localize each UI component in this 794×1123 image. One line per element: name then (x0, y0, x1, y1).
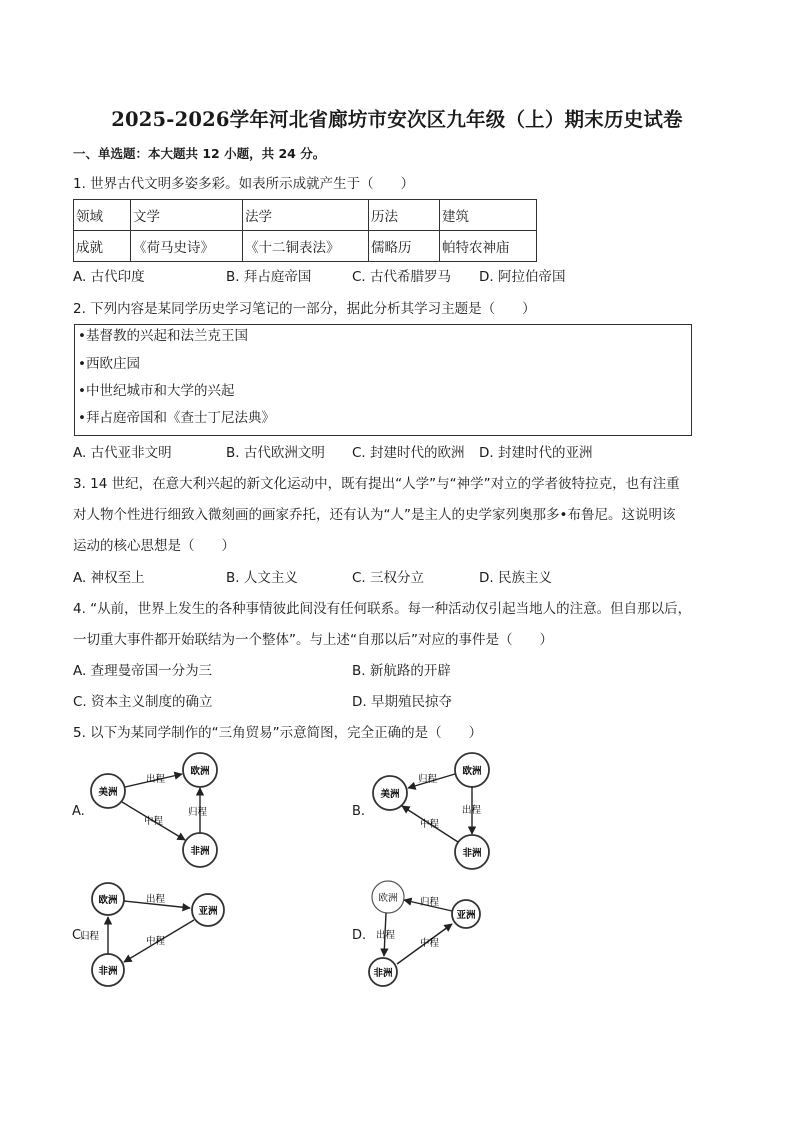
question-4-line: 4. “从前，世界上发生的各种事情彼此间没有任何联系。每一种活动仅引起当地人的注意。但自那以后， (73, 601, 692, 617)
note-item: •中世纪城市和大学的兴起 (78, 383, 235, 399)
table-cell: 帕特农神庙 (440, 231, 537, 262)
note-item: •西欧庄园 (78, 356, 140, 372)
table-cell: 历法 (369, 200, 440, 231)
node-label: 美洲 (98, 787, 118, 798)
section-heading: 一、单选题：本大题共 12 小题，共 24 分。 (73, 146, 326, 161)
option-a[interactable]: A. 查理曼帝国一分为三 (73, 663, 213, 679)
option-c[interactable]: C. 封建时代的欧洲 (352, 445, 465, 461)
option-b[interactable]: B. (352, 804, 366, 819)
node-label: 非洲 (190, 846, 210, 857)
node-label: 非洲 (373, 968, 393, 979)
node-label: 非洲 (462, 848, 482, 859)
option-d[interactable]: D. 封建时代的亚洲 (479, 445, 593, 461)
edge-label: 出程 (462, 805, 482, 816)
option-d[interactable]: D. 民族主义 (479, 570, 552, 586)
table-cell: 法学 (243, 200, 369, 231)
edge-label: 中程 (144, 816, 164, 827)
page-title: 2025-2026学年河北省廊坊市安次区九年级（上）期末历史试卷 (111, 108, 683, 131)
option-c[interactable]: C. 古代希腊罗马 (352, 269, 452, 285)
option-d[interactable]: D. 阿拉伯帝国 (479, 269, 566, 285)
option-b[interactable]: B. 新航路的开辟 (352, 663, 451, 679)
edge-label: 归程 (79, 931, 99, 942)
edge-label: 中程 (420, 938, 440, 949)
question-3-line: 3. 14 世纪，在意大利兴起的新文化运动中，既有提出“人学”与“神学”对立的学者彼特拉克，也有注重 (73, 476, 680, 492)
node-label: 非洲 (98, 966, 118, 977)
option-b[interactable]: B. 拜占庭帝国 (226, 269, 312, 285)
table-cell: 《荷马史诗》 (131, 231, 243, 262)
node-label: 欧洲 (190, 766, 210, 777)
question-3-line: 运动的核心思想是（ ） (73, 538, 235, 554)
node-label: 美洲 (380, 789, 400, 800)
edge-label: 归程 (188, 807, 208, 818)
option-c[interactable]: C. 资本主义制度的确立 (73, 694, 213, 710)
note-item: •拜占庭帝国和《查士丁尼法典》 (78, 410, 275, 426)
node-label: 欧洲 (378, 893, 398, 904)
edge-label: 中程 (420, 819, 440, 830)
question-1-stem: 1. 世界古代文明多姿多彩。如表所示成就产生于（ ） (73, 176, 415, 192)
node-label: 欧洲 (98, 895, 118, 906)
node-label: 亚洲 (456, 910, 476, 921)
table-cell: 《十二铜表法》 (243, 231, 369, 262)
edge-label: 出程 (376, 930, 396, 941)
option-b[interactable]: B. 人文主义 (226, 570, 298, 586)
question-5-stem: 5. 以下为某同学制作的“三角贸易”示意简图，完全正确的是（ ） (73, 725, 483, 741)
table-cell: 儒略历 (369, 231, 440, 262)
option-d[interactable]: D. (352, 928, 367, 943)
option-a[interactable]: A. 古代印度 (73, 269, 145, 285)
edge-label: 出程 (146, 894, 166, 905)
table-cell: 文学 (131, 200, 243, 231)
option-a[interactable]: A. 神权至上 (73, 570, 145, 586)
option-a[interactable]: A. 古代亚非文明 (73, 445, 172, 461)
option-b[interactable]: B. 古代欧洲文明 (226, 445, 325, 461)
question-3-line: 对人物个性进行细致入微刻画的画家乔托，还有认为“人”是主人的史学家列奥那多•布鲁尼。这说明该 (73, 507, 676, 523)
edge-label: 归程 (418, 774, 438, 785)
option-c[interactable]: C. (72, 928, 86, 943)
table-cell: 领域 (74, 200, 131, 231)
node-label: 欧洲 (462, 766, 482, 777)
table-cell: 建筑 (440, 200, 537, 231)
edge-label: 中程 (146, 936, 166, 947)
node-label: 亚洲 (198, 906, 218, 917)
question-2-stem: 2. 下列内容是某同学历史学习笔记的一部分，据此分析其学习主题是（ ） (73, 301, 536, 317)
note-item: •基督教的兴起和法兰克王国 (78, 328, 248, 344)
option-d[interactable]: D. 早期殖民掠夺 (352, 694, 452, 710)
edge-label: 归程 (420, 897, 440, 908)
table-cell: 成就 (74, 231, 131, 262)
option-a[interactable]: A. (72, 804, 85, 819)
option-c[interactable]: C. 三权分立 (352, 570, 425, 586)
question-4-line: 一切重大事件都开始联结为一个整体”。与上述“自那以后”对应的事件是（ ） (73, 632, 553, 648)
edge-label: 出程 (146, 774, 166, 785)
